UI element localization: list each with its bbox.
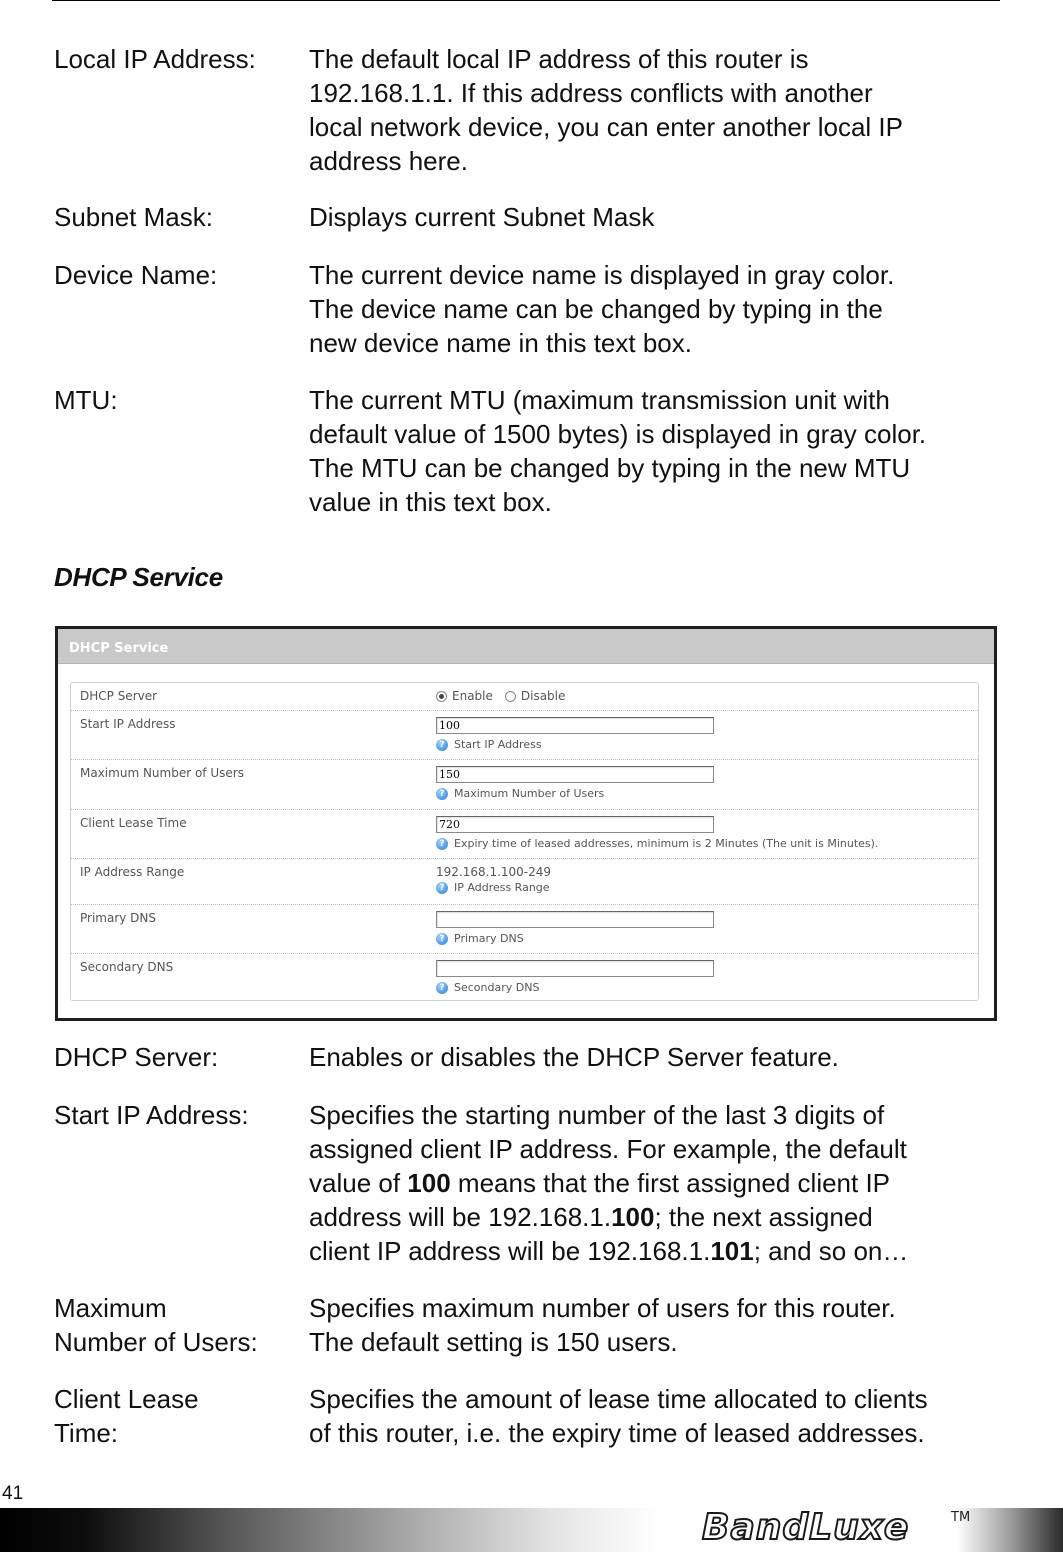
row-label: Maximum Number of Users: [80, 766, 244, 780]
desc-line: Displays current Subnet Mask: [309, 202, 655, 232]
text: means that the first assigned client IP: [450, 1168, 891, 1198]
def-device-name: [54, 258, 1000, 360]
row-lease-time: [71, 810, 978, 859]
desc-line: [309, 1166, 1000, 1200]
top-rule: [52, 0, 1000, 1]
desc-line: default value of 1500 bytes) is displayed in gray color.: [309, 419, 927, 449]
help-icon: ?: [436, 838, 448, 850]
def-client-lease: [54, 1382, 1000, 1450]
help-text: [436, 881, 551, 894]
help-icon: ?: [436, 739, 448, 751]
bold-value: 100: [611, 1202, 655, 1232]
def-local-ip: [54, 42, 1000, 178]
help-icon: ?: [436, 788, 448, 800]
term: [54, 1291, 304, 1359]
help-icon: ?: [436, 882, 448, 894]
term: Subnet Mask:: [54, 202, 213, 232]
description: [309, 1098, 1000, 1268]
desc-line: The default local IP address of this router is: [309, 44, 809, 74]
help-label: Maximum Number of Users: [454, 787, 605, 800]
term: Local IP Address:: [54, 44, 256, 74]
row-primary-dns: [71, 905, 978, 954]
help-text: [436, 981, 714, 994]
row-start-ip: [71, 711, 978, 760]
desc-line: new device name in this text box.: [309, 328, 692, 358]
row-ip-range: [71, 859, 978, 905]
start-ip-input[interactable]: 100: [436, 717, 714, 734]
desc-line: The default setting is 150 users.: [309, 1327, 678, 1357]
page-number: 41: [2, 1483, 24, 1504]
help-label: IP Address Range: [454, 881, 550, 894]
term: DHCP Server:: [54, 1042, 219, 1072]
enable-label: Enable: [452, 689, 493, 703]
def-mtu: [54, 383, 1000, 519]
description: [309, 1291, 1000, 1359]
help-text: [436, 738, 714, 751]
row-control: [436, 816, 878, 850]
row-control: [436, 766, 714, 800]
term: Start IP Address:: [54, 1100, 249, 1130]
def-dhcp-server: [54, 1040, 1000, 1074]
brand-logo: BandLuxe: [702, 1507, 910, 1548]
help-text: [436, 837, 878, 850]
trademark-symbol: TM: [951, 1510, 971, 1525]
row-label: Primary DNS: [80, 911, 157, 925]
desc-line: value in this text box.: [309, 487, 552, 517]
row-control: [436, 717, 714, 751]
panel-header: DHCP Service: [58, 629, 994, 664]
settings-table: [70, 682, 979, 1001]
desc-line: The current device name is displayed in gray color.: [309, 260, 895, 290]
help-label: Secondary DNS: [454, 981, 540, 994]
ip-range-value: 192.168.1.100-249: [436, 865, 552, 879]
desc-line: [309, 1234, 1000, 1268]
desc-line: The device name can be changed by typing in the: [309, 294, 883, 324]
secondary-dns-input[interactable]: [436, 960, 714, 977]
term: Device Name:: [54, 260, 218, 290]
row-max-users: [71, 760, 978, 810]
lease-time-input[interactable]: 720: [436, 816, 714, 833]
disable-radio[interactable]: [505, 691, 516, 702]
desc-line: Specifies the amount of lease time allocated to clients: [309, 1384, 928, 1414]
desc-line: assigned client IP address. For example, the default: [309, 1134, 907, 1164]
row-control: [436, 865, 551, 894]
bold-value: 101: [710, 1236, 754, 1266]
text: value of: [309, 1168, 408, 1198]
row-label: IP Address Range: [80, 865, 185, 879]
term-line: Maximum: [54, 1293, 167, 1323]
description: [309, 258, 1000, 360]
text: ; the next assigned: [654, 1202, 873, 1232]
max-users-input[interactable]: 150: [436, 766, 714, 783]
desc-line: Specifies maximum number of users for this router.: [309, 1293, 896, 1323]
row-label: Start IP Address: [80, 717, 176, 731]
description: [309, 383, 1000, 519]
row-control: [436, 911, 714, 945]
bold-value: 100: [407, 1168, 451, 1198]
row-control: [436, 960, 714, 994]
help-label: Primary DNS: [454, 932, 524, 945]
text: client IP address will be 192.168.1.: [309, 1236, 711, 1266]
help-icon: ?: [436, 982, 448, 994]
desc-line: Specifies the starting number of the last 3 digits of: [309, 1100, 885, 1130]
def-start-ip: [54, 1098, 1000, 1268]
desc-line: of this router, i.e. the expiry time of leased addresses.: [309, 1418, 925, 1448]
text: ; and so on…: [753, 1236, 909, 1266]
row-label: Secondary DNS: [80, 960, 174, 974]
text: address will be 192.168.1.: [309, 1202, 612, 1232]
help-label: Start IP Address: [454, 738, 542, 751]
row-label: Client Lease Time: [80, 816, 187, 830]
help-text: [436, 787, 714, 800]
primary-dns-input[interactable]: [436, 911, 714, 928]
description: [309, 200, 1000, 234]
desc-line: [309, 1200, 1000, 1234]
def-subnet-mask: [54, 200, 1000, 234]
desc-line: address here.: [309, 146, 468, 176]
term: MTU:: [54, 385, 118, 415]
desc-line: The current MTU (maximum transmission unit with: [309, 385, 890, 415]
description: [309, 1382, 1000, 1450]
help-text: [436, 932, 714, 945]
help-icon: ?: [436, 933, 448, 945]
term-line: Client Lease: [54, 1384, 199, 1414]
term-line: Time:: [54, 1418, 119, 1448]
row-secondary-dns: [71, 954, 978, 1001]
desc-line: 192.168.1.1. If this address conflicts with another: [309, 78, 873, 108]
help-label: Expiry time of leased addresses, minimum is 2 Minutes (The unit is Minutes).: [454, 837, 879, 850]
desc-line: local network device, you can enter another local IP: [309, 112, 904, 142]
dhcp-server-radio-group: [436, 689, 565, 703]
def-max-users: [54, 1291, 1000, 1359]
enable-radio[interactable]: [436, 691, 447, 702]
desc-line: The MTU can be changed by typing in the new MTU: [309, 453, 911, 483]
term: [54, 1382, 304, 1450]
term-line: Number of Users:: [54, 1327, 258, 1357]
dhcp-service-screenshot: [55, 626, 997, 1021]
description: Enables or disables the DHCP Server feature.: [309, 1042, 839, 1072]
row-dhcp-server: [71, 683, 978, 711]
description: [309, 42, 1000, 178]
row-label: DHCP Server: [80, 689, 158, 703]
section-heading: DHCP Service: [54, 562, 223, 592]
disable-label: Disable: [520, 689, 566, 703]
